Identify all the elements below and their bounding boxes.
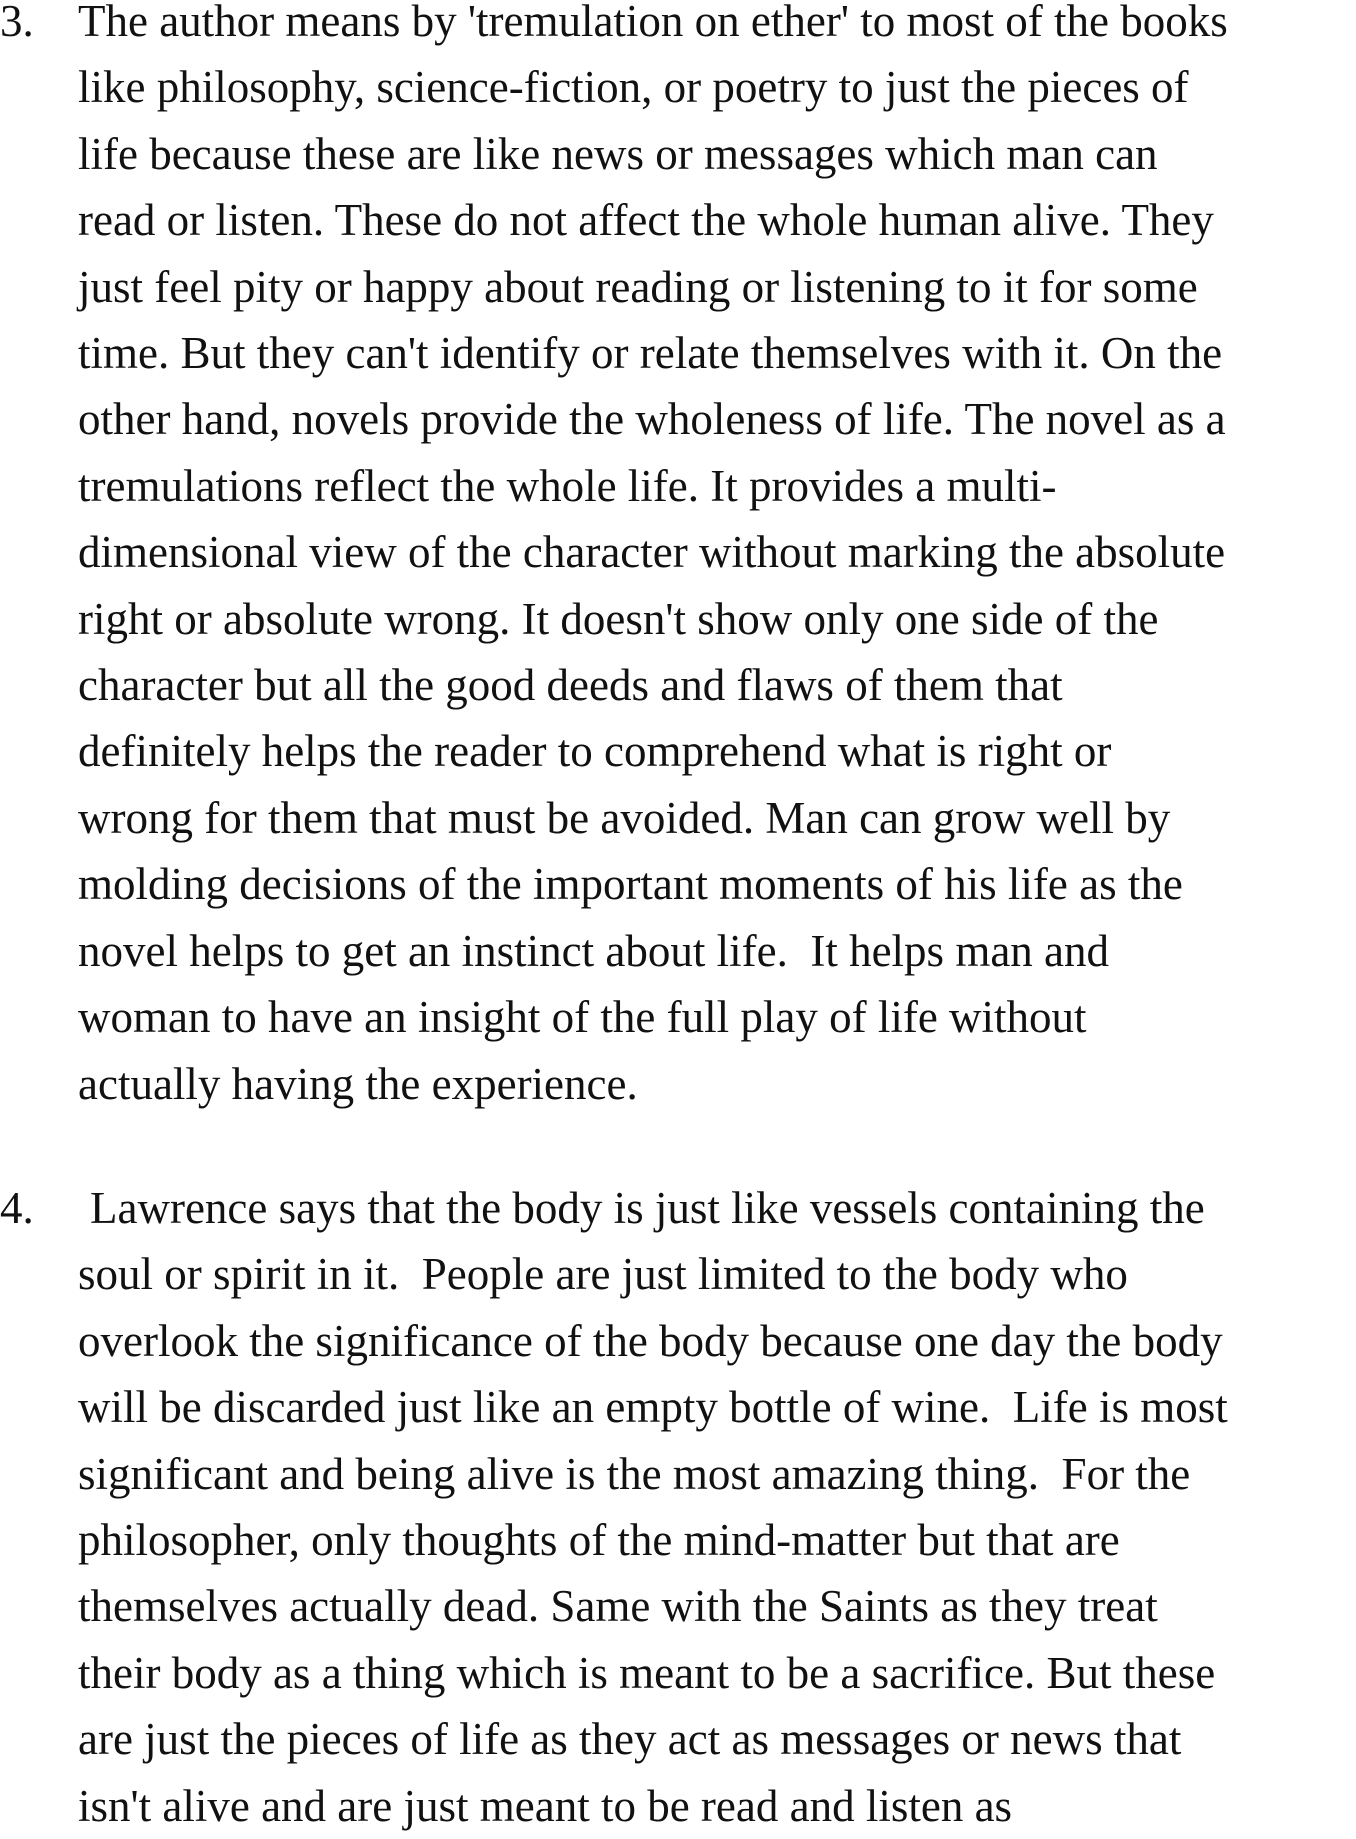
text-line: like philosophy, science-fiction, or poetry to just the pieces of [78,62,1189,113]
text-line: novel helps to get an instinct about life. It helps man and [78,925,1110,976]
text-line: wrong for them that must be avoided. Man can grow well by [78,792,1171,843]
text-line: overlook the significance of the body because one day the body [78,1315,1223,1366]
text-line: other hand, novels provide the wholeness of life. The novel as a [78,394,1226,445]
text-line: Lawrence says that the body is just like vessels containing the [90,1183,1205,1233]
item-number: 4. [0,1183,34,1233]
text-line: their body as a thing which is meant to be a sacrifice. But these [78,1647,1216,1698]
text-line: The author means by 'tremulation on ether' to most of the books [78,0,1228,46]
text-line: woman to have an insight of the full play of life without [78,992,1087,1043]
text-line: isn't alive and are just meant to be read and listen as [78,1780,1013,1831]
text-line: philosopher, only thoughts of the mind-matter but that are [78,1515,1120,1566]
text-line: actually having the experience. [78,1058,638,1109]
text-line: tremulations reflect the whole life. It provides a multi- [78,460,1057,511]
text-line: dimensional view of the character without marking the absolute [78,527,1226,578]
text-line: definitely helps the reader to comprehend what is right or [78,726,1112,777]
text-line: soul or spirit in it. People are just limited to the body who [78,1249,1128,1300]
text-line: time. But they can't identify or relate themselves with it. On the [78,328,1223,379]
list-item [0,1175,1356,1839]
text-line: just feel pity or happy about reading or listening to it for some [78,261,1198,312]
text-line: character but all the good deeds and flaws of them that [78,660,1063,711]
text-line: right or absolute wrong. It doesn't show only one side of the [78,593,1159,644]
item-number: 3. [0,0,34,46]
text-line: molding decisions of the important moments of his life as the [78,859,1183,910]
text-line: are just the pieces of life as they act as messages or news that [78,1714,1182,1765]
text-line: life because these are like news or messages which man can [78,128,1158,179]
text-line: themselves actually dead. Same with the Saints as they treat [78,1581,1158,1632]
text-line: read or listen. These do not affect the whole human alive. They [78,195,1214,246]
text-line: significant and being alive is the most amazing thing. For the [78,1448,1191,1499]
text-line: will be discarded just like an empty bottle of wine. Life is most [78,1382,1228,1433]
